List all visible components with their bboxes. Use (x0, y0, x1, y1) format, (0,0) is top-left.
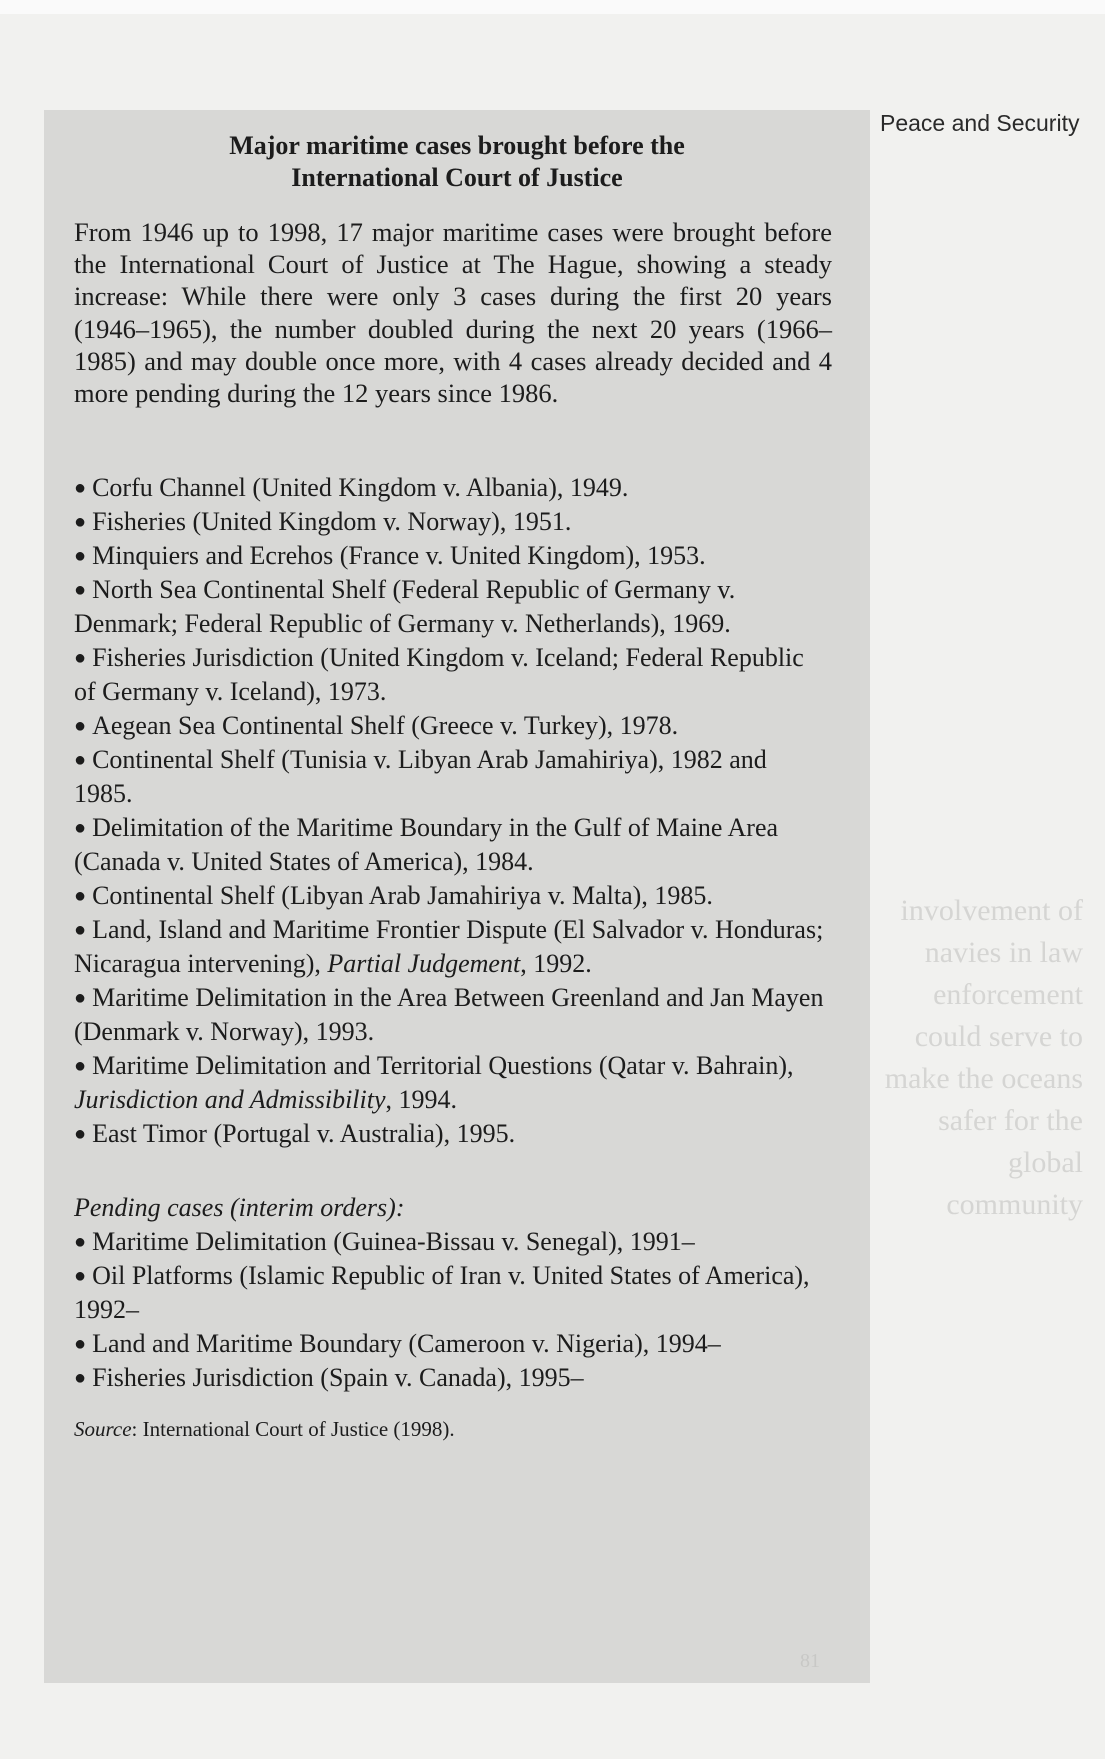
case-item: ● Minquiers and Ecrehos (France v. United Kingdom), 1953. (74, 541, 706, 571)
box-title-line-2: International Court of Justice (291, 163, 623, 192)
running-head: Peace and Security (880, 110, 1080, 136)
bullet-icon: ● (74, 1265, 87, 1288)
case-item: ● Aegean Sea Continental Shelf (Greece v. Turkey), 1978. (74, 711, 679, 741)
page-top-edge (0, 0, 1105, 14)
case-item: ● Corfu Channel (United Kingdom v. Albania), 1949. (74, 473, 629, 503)
case-item: ● Maritime Delimitation and Territorial Questions (Qatar v. Bahrain), Jurisdiction and Admissibility, 1994. (74, 1051, 794, 1115)
bullet-icon: ● (74, 579, 87, 602)
case-item: ● Fisheries Jurisdiction (United Kingdom v. Iceland; Federal Republic of Germany v. Iceland), 1973. (74, 643, 804, 707)
bullet-icon: ● (74, 1333, 87, 1356)
box-title (74, 130, 840, 194)
sidebar-box (44, 110, 870, 1683)
case-item: ● Fisheries (United Kingdom v. Norway), 1951. (74, 507, 572, 537)
bullet-icon: ● (74, 987, 87, 1010)
bullet-icon: ● (74, 885, 87, 908)
bullet-icon: ● (74, 749, 87, 772)
case-item: ● North Sea Continental Shelf (Federal Republic of Germany v. Denmark; Federal Republic of Germany v. Netherlands), 1969. (74, 575, 736, 639)
bullet-icon: ● (74, 545, 87, 568)
bullet-icon: ● (74, 1367, 87, 1390)
bullet-icon: ● (74, 511, 87, 534)
show-through-page-number: 81 (800, 1650, 820, 1672)
pending-case-item: ● Oil Platforms (Islamic Republic of Iran v. United States of America), 1992– (74, 1261, 810, 1325)
pending-case-item: ● Land and Maritime Boundary (Cameroon v. Nigeria), 1994– (74, 1329, 721, 1359)
margin-pull-quote: involvement of navies in law enforcement could serve to make the oceans safer for the global community (884, 894, 1083, 1221)
intro-paragraph: From 1946 up to 1998, 17 major maritime cases were brought before the International Court of Justice at The Hague, showing a steady increase: While there were only 3 cases during the first 20 years (1946–1965), the number doubled during the next 20 years (1966–1985) and may double once more, with 4 cases already decided and 4 more pending during the 12 years since 1986. (74, 217, 832, 409)
bullet-icon: ● (74, 477, 87, 500)
case-item: ● Land, Island and Maritime Frontier Dispute (El Salvador v. Honduras; Nicaragua intervening), Partial Judgement, 1992. (74, 915, 824, 979)
bullet-icon: ● (74, 1231, 87, 1254)
case-item: ● Continental Shelf (Libyan Arab Jamahiriya v. Malta), 1985. (74, 881, 713, 911)
bullet-icon: ● (74, 1055, 87, 1078)
case-item: ● Maritime Delimitation in the Area Between Greenland and Jan Mayen (Denmark v. Norway), 1993. (74, 983, 824, 1047)
bullet-icon: ● (74, 919, 87, 942)
bullet-icon: ● (74, 715, 87, 738)
bullet-icon: ● (74, 1123, 87, 1146)
bullet-icon: ● (74, 647, 87, 670)
bullet-icon: ● (74, 817, 87, 840)
pending-heading: Pending cases (interim orders): (74, 1193, 405, 1223)
pending-cases-list (74, 1225, 840, 1395)
source-note: Source: International Court of Justice (1998). (74, 1417, 455, 1442)
case-item: ● Delimitation of the Maritime Boundary in the Gulf of Maine Area (Canada v. United States of America), 1984. (74, 813, 779, 877)
pending-case-item: ● Maritime Delimitation (Guinea-Bissau v. Senegal), 1991– (74, 1227, 695, 1257)
decided-cases-list (74, 471, 840, 1151)
case-item: ● Continental Shelf (Tunisia v. Libyan Arab Jamahiriya), 1982 and 1985. (74, 745, 767, 809)
case-item: ● East Timor (Portugal v. Australia), 1995. (74, 1119, 516, 1149)
box-title-line-1: Major maritime cases brought before the (229, 131, 685, 160)
pending-case-item: ● Fisheries Jurisdiction (Spain v. Canada), 1995– (74, 1363, 584, 1393)
